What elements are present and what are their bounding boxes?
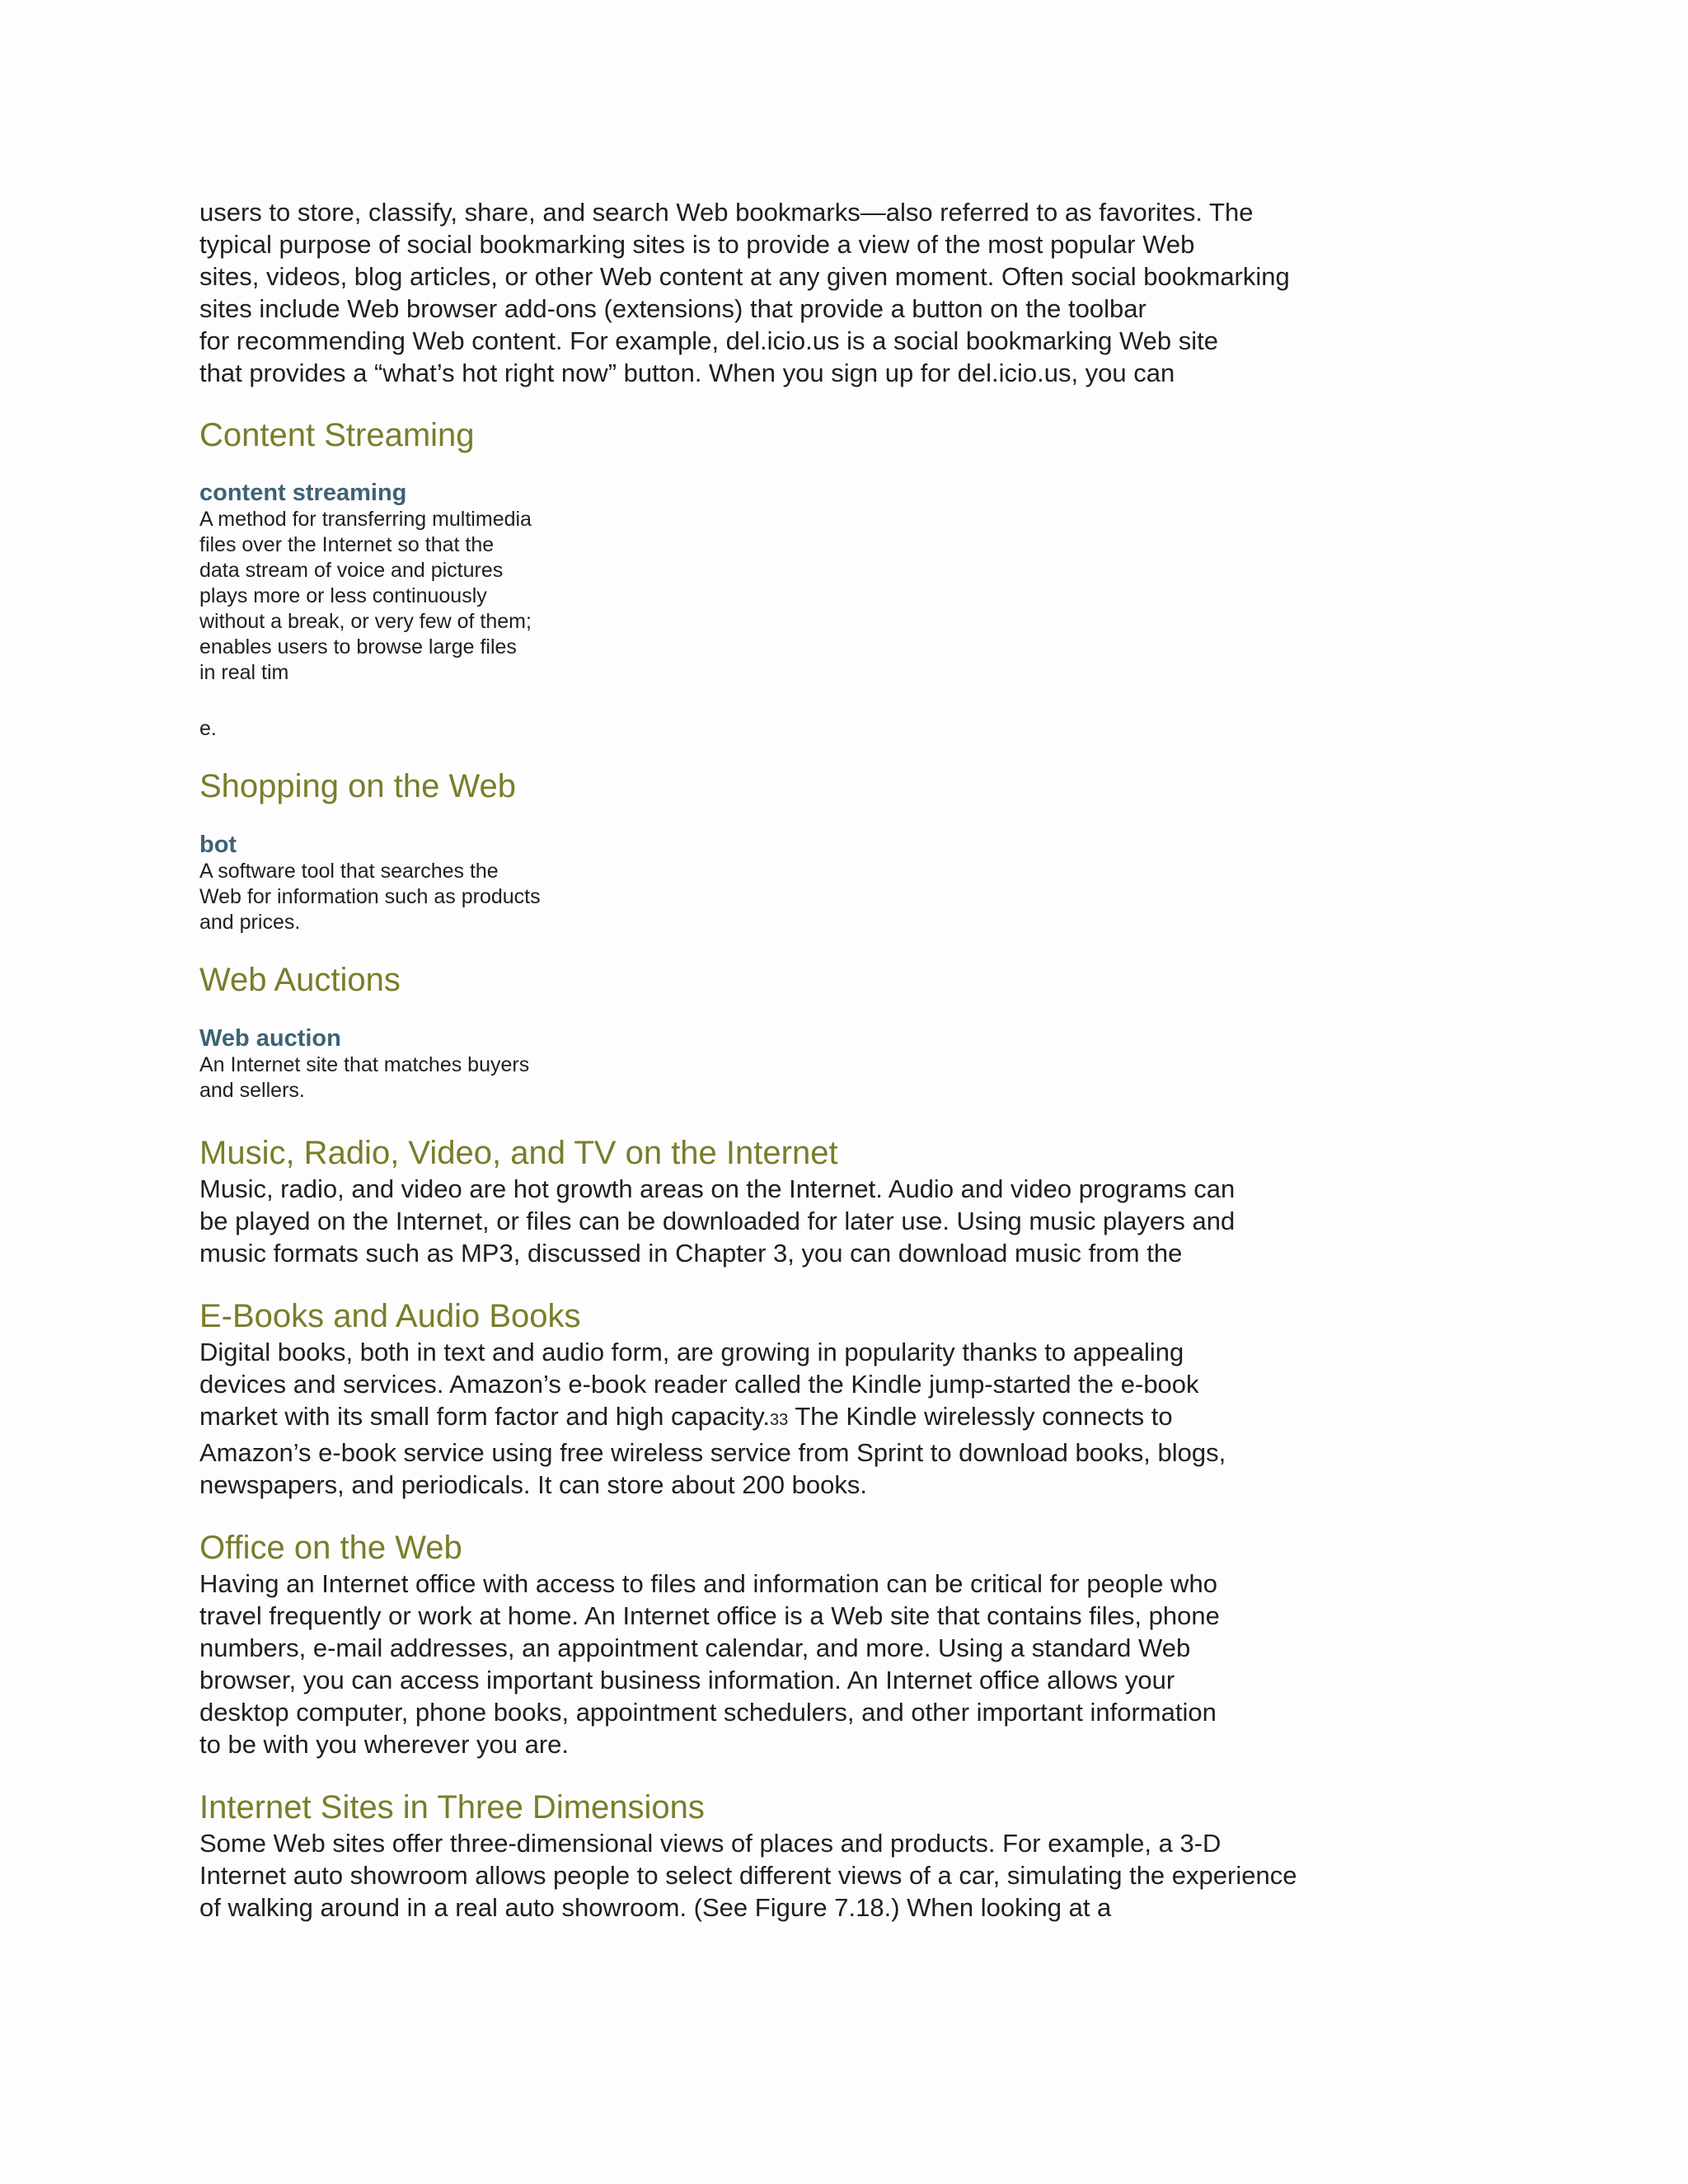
definition-line: data stream of voice and pictures [199,559,504,582]
body-line: browser, you can access important business information. An Internet office allows your [199,1666,1175,1694]
intro-paragraph [199,196,1436,389]
body-line: Having an Internet office with access to files and information can be critical for people who [199,1569,1217,1598]
intro-line: users to store, classify, share, and search Web bookmarks—also referred to as favorites. The [199,198,1254,227]
body-line: Digital books, both in text and audio form, are growing in popularity thanks to appealing [199,1338,1184,1366]
definition-line: and sellers. [199,1079,305,1102]
body-text: The Kindle wirelessly connects to [788,1402,1173,1431]
definition-line: A method for transferring multimedia [199,508,532,531]
body-line: numbers, e-mail addresses, an appointment calendar, and more. Using a standard Web [199,1633,1191,1662]
intro-line: sites include Web browser add-ons (extensions) that provide a button on the toolbar [199,294,1146,323]
glossary-definition-bot [199,859,1436,935]
body-line: of walking around in a real auto showroom. (See Figure 7.18.) When looking at a [199,1893,1112,1922]
definition-line: in real tim [199,661,289,684]
intro-line: typical purpose of social bookmarking sites is to provide a view of the most popular Web [199,230,1195,259]
glossary-term-web-auction: Web auction [199,1025,341,1052]
section-heading-content-streaming: Content Streaming [199,417,475,453]
body-line: devices and services. Amazon’s e-book reader called the Kindle jump-started the e-book [199,1370,1199,1399]
body-line: Some Web sites offer three-dimensional views of places and products. For example, a 3-D [199,1829,1221,1858]
definition-line: An Internet site that matches buyers [199,1053,530,1076]
music-paragraph [199,1173,1436,1269]
definition-line: enables users to browse large files [199,635,517,658]
definition-line: and prices. [199,911,301,934]
definition-line: files over the Internet so that the [199,533,495,556]
glossary-definition-content-streaming [199,507,1436,742]
glossary-term-content-streaming: content streaming [199,480,407,506]
section-heading-three-dimensions: Internet Sites in Three Dimensions [199,1789,705,1825]
body-line: music formats such as MP3, discussed in Chapter 3, you can download music from the [199,1239,1183,1268]
glossary-term-bot: bot [199,832,237,858]
section-heading-web-auctions: Web Auctions [199,962,401,998]
section-heading-shopping: Shopping on the Web [199,768,517,804]
definition-line: without a break, or very few of them; [199,610,532,633]
three-d-paragraph [199,1827,1436,1924]
body-line [199,1400,1436,1436]
definition-line: plays more or less continuously [199,584,487,607]
glossary-definition-web-auction [199,1052,1436,1104]
definition-line: Web for information such as products [199,885,541,908]
office-paragraph [199,1568,1436,1760]
section-heading-ebooks: E-Books and Audio Books [199,1298,581,1334]
body-line: travel frequently or work at home. An Internet office is a Web site that contains files, phone [199,1601,1220,1630]
section-heading-music: Music, Radio, Video, and TV on the Internet [199,1135,838,1171]
body-line: Internet auto showroom allows people to select different views of a car, simulating the experience [199,1861,1297,1890]
ebooks-paragraph [199,1336,1436,1501]
body-line: Amazon’s e-book service using free wireless service from Sprint to download books, blogs, [199,1438,1226,1467]
intro-line: that provides a “what’s hot right now” button. When you sign up for del.icio.us, you can [199,359,1175,387]
body-line: to be with you wherever you are. [199,1730,570,1759]
section-heading-office: Office on the Web [199,1530,462,1566]
body-line: Music, radio, and video are hot growth areas on the Internet. Audio and video programs can [199,1174,1236,1203]
body-line: be played on the Internet, or files can be downloaded for later use. Using music players and [199,1207,1236,1235]
body-line: desktop computer, phone books, appointment schedulers, and other important information [199,1698,1217,1727]
document-page [199,196,1436,1924]
footnote-reference: 33 [770,1411,789,1429]
intro-line: for recommending Web content. For example, del.icio.us is a social bookmarking Web site [199,326,1218,355]
body-line: newspapers, and periodicals. It can store about 200 books. [199,1470,867,1499]
intro-line: sites, videos, blog articles, or other Web content at any given moment. Often social bookmarking [199,262,1290,291]
body-text: market with its small form factor and high capacity. [199,1402,771,1431]
definition-line: A software tool that searches the [199,860,499,883]
definition-line: e. [199,717,217,740]
